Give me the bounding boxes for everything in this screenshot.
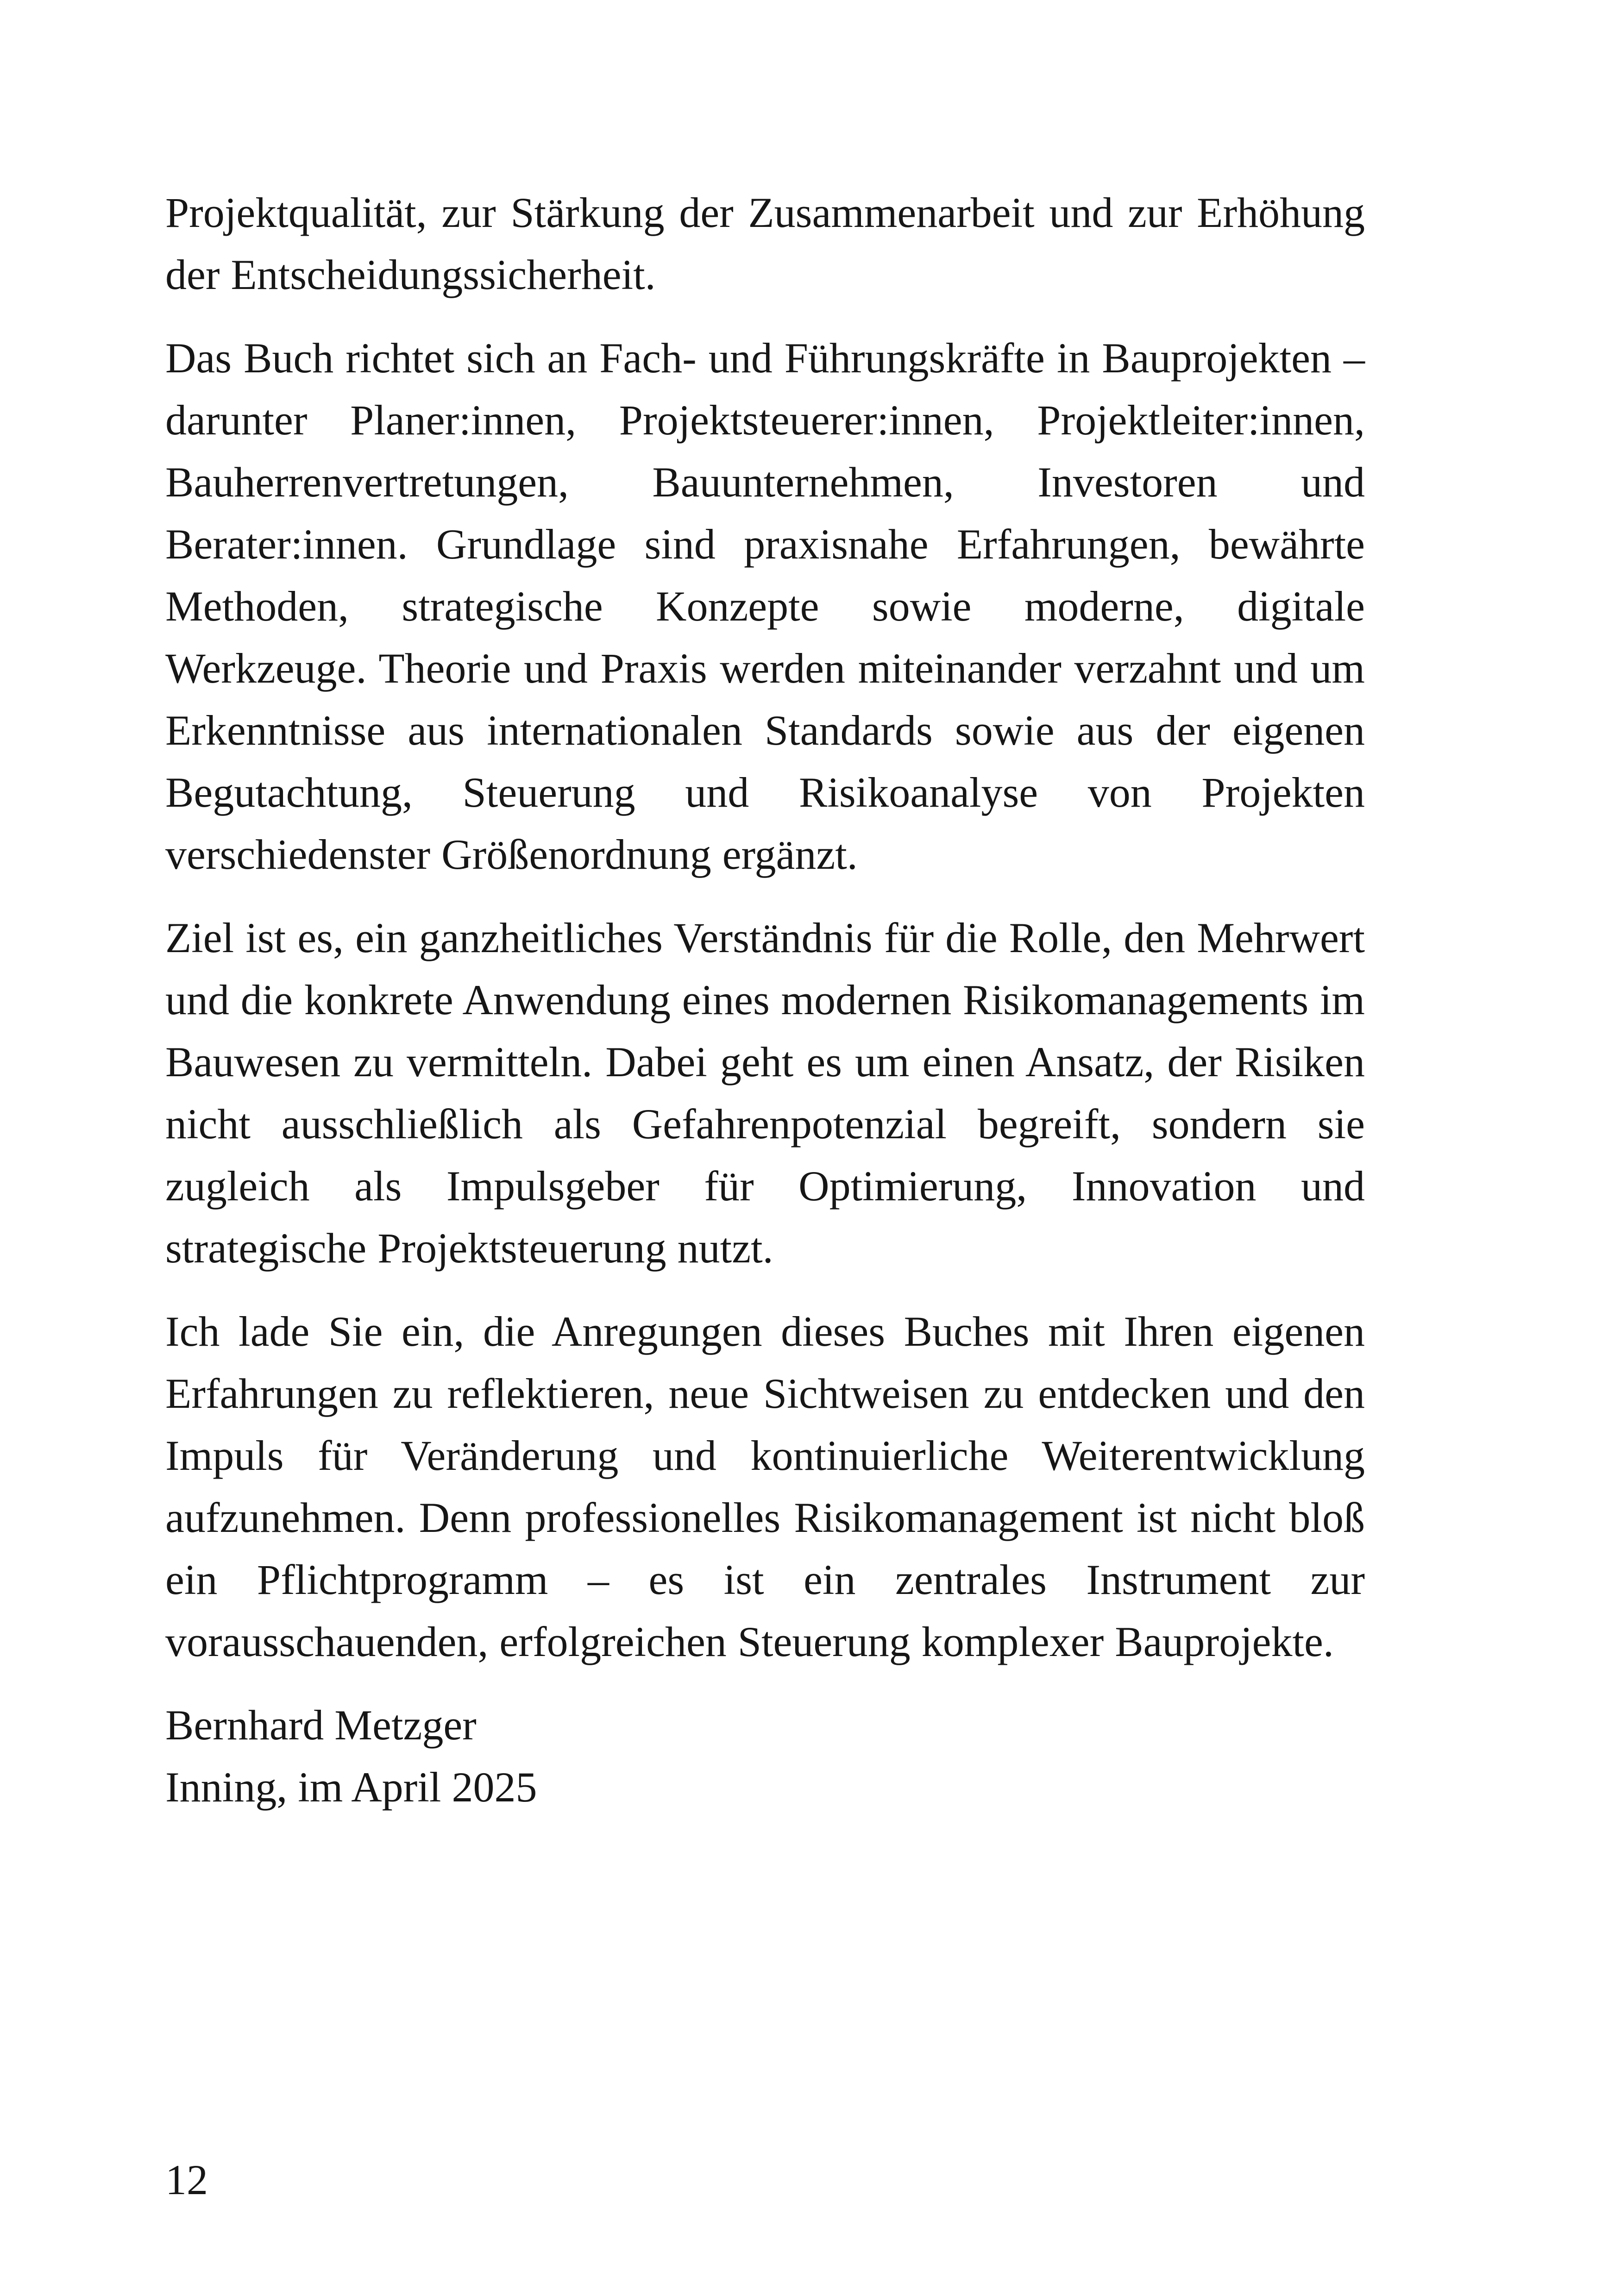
- signature-block: [165, 1694, 1365, 1818]
- page-number: 12: [165, 2156, 208, 2203]
- paragraph-4: Ich lade Sie ein, die Anregungen dieses Buches mit Ihren eigenen Erfahrungen zu reflektieren, neue Sichtweisen zu entdecken und den Impuls für Veränderung und kontinuierliche Weiterentwicklung aufzunehmen. Denn professionelles Risikomanagement ist nicht bloß ein Pflichtprogramm – es ist ein zentrales Instrument zur vorausschauenden, erfolgreichen Steuerung komplexer Bauprojekte.: [165, 1308, 1365, 1665]
- paragraph-1: Projektqualität, zur Stärkung der Zusammenarbeit und zur Erhöhung der Entscheidungssicherheit.: [165, 189, 1365, 298]
- signature-name: Bernhard Metzger: [165, 1701, 477, 1749]
- paragraph-2: Das Buch richtet sich an Fach- und Führungskräfte in Bauprojekten – darunter Planer:innen, Projektsteuerer:innen, Projektleiter:innen, Bauherrenvertretungen, Bauunternehmen, Investoren und Berater:innen. Grundlage sind praxisnahe Erfahrungen, bewährte Methoden, strategische Konzepte sowie moderne, digitale Werkzeuge. Theorie und Praxis werden miteinander verzahnt und um Erkenntnisse aus internationalen Standards sowie aus der eigenen Begutachtung, Steuerung und Risikoanalyse von Projekten verschiedenster Größenordnung ergänzt.: [165, 334, 1365, 878]
- paragraph-3: Ziel ist es, ein ganzheitliches Verständnis für die Rolle, den Mehrwert und die konkrete Anwendung eines modernen Risikomanagements im Bauwesen zu vermitteln. Dabei geht es um einen Ansatz, der Risiken nicht ausschließlich als Gefahrenpotenzial begreift, sondern sie zugleich als Impulsgeber für Optimierung, Innovation und strategische Projektsteuerung nutzt.: [165, 914, 1365, 1272]
- body-text: [165, 182, 1365, 1818]
- signature-place-date: Inning, im April 2025: [165, 1763, 537, 1811]
